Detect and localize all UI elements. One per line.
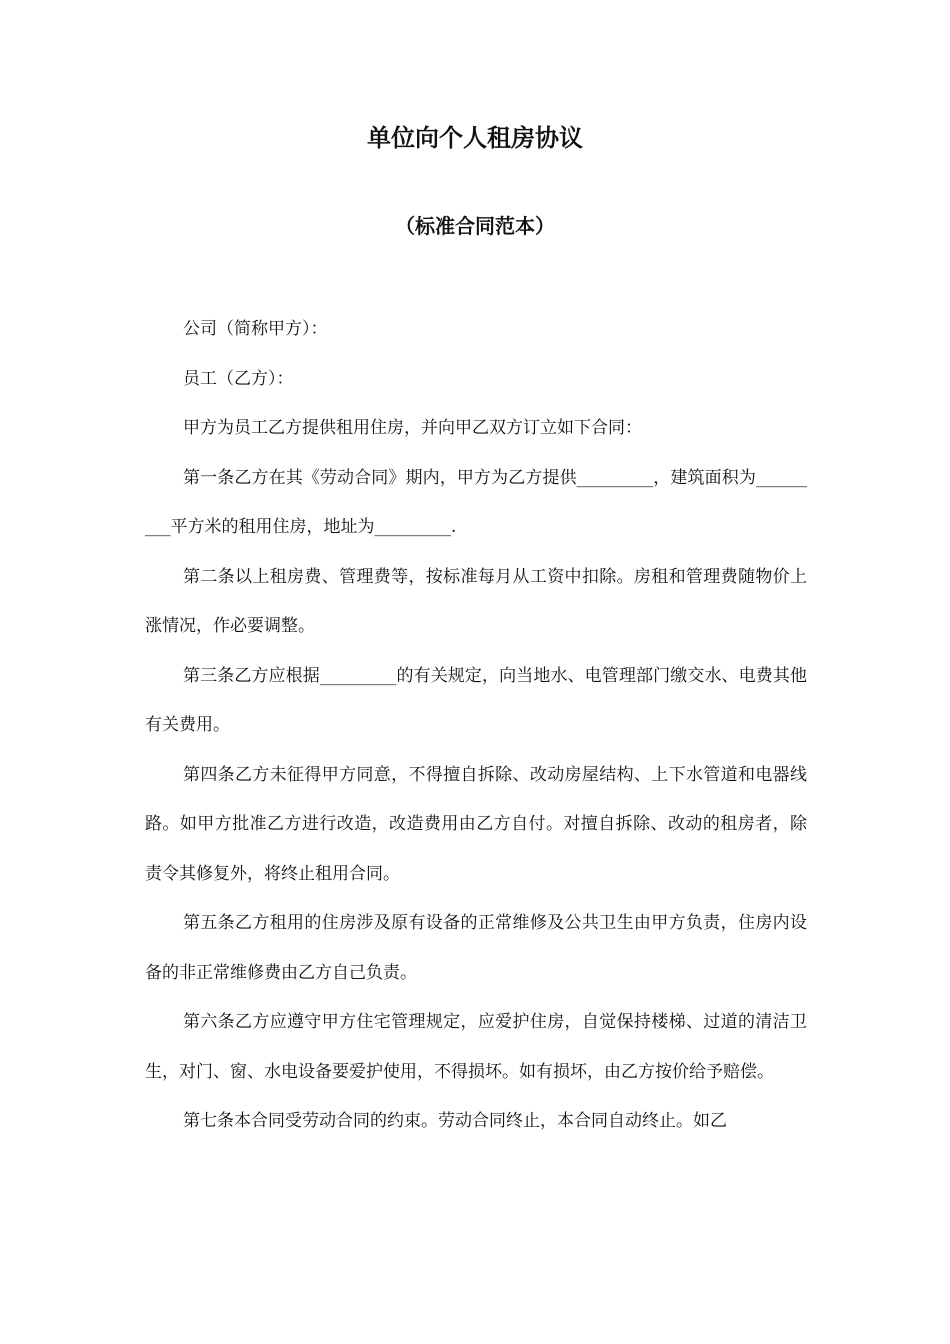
document-subtitle: （标准合同范本） <box>395 214 555 238</box>
preamble: 甲方为员工乙方提供租用住房，并向甲乙双方订立如下合同： <box>183 418 642 438</box>
article-7: 第七条本合同受劳动合同的约束。劳动合同终止，本合同自动终止。如乙 <box>183 1111 727 1131</box>
article-3: 第三条乙方应根据_________的有关规定，向当地水、电管理部门缴交水、电费其他有关费用。 <box>145 665 807 735</box>
article-1: 第一条乙方在其《劳动合同》期内，甲方为乙方提供_________，建筑面积为_________平方米的租用住房，地址为_________. <box>145 467 807 537</box>
article-5: 第五条乙方租用的住房涉及原有设备的正常维修及公共卫生由甲方负责，住房内设备的非正常维修费由乙方自己负责。 <box>145 913 807 983</box>
party-b-line: 员工（乙方）： <box>183 368 294 389</box>
party-a-line: 公司（简称甲方）： <box>183 319 328 339</box>
article-2: 第二条以上租房费、管理费等，按标准每月从工资中扣除。房租和管理费随物价上涨情况，作必要调整。 <box>145 566 807 636</box>
document-body <box>145 305 807 1147</box>
article-4: 第四条乙方未征得甲方同意，不得擅自拆除、改动房屋结构、上下水管道和电器线路。如甲方批准乙方进行改造，改造费用由乙方自付。对擅自拆除、改动的租房者，除责令其修复外，将终止租用合同。 <box>145 764 807 884</box>
document-title: 单位向个人租房协议 <box>367 124 583 152</box>
article-6: 第六条乙方应遵守甲方住宅管理规定，应爱护住房，自觉保持楼梯、过道的清洁卫生，对门、窗、水电设备要爱护使用，不得损坏。如有损坏，由乙方按价给予赔偿。 <box>145 1012 807 1082</box>
